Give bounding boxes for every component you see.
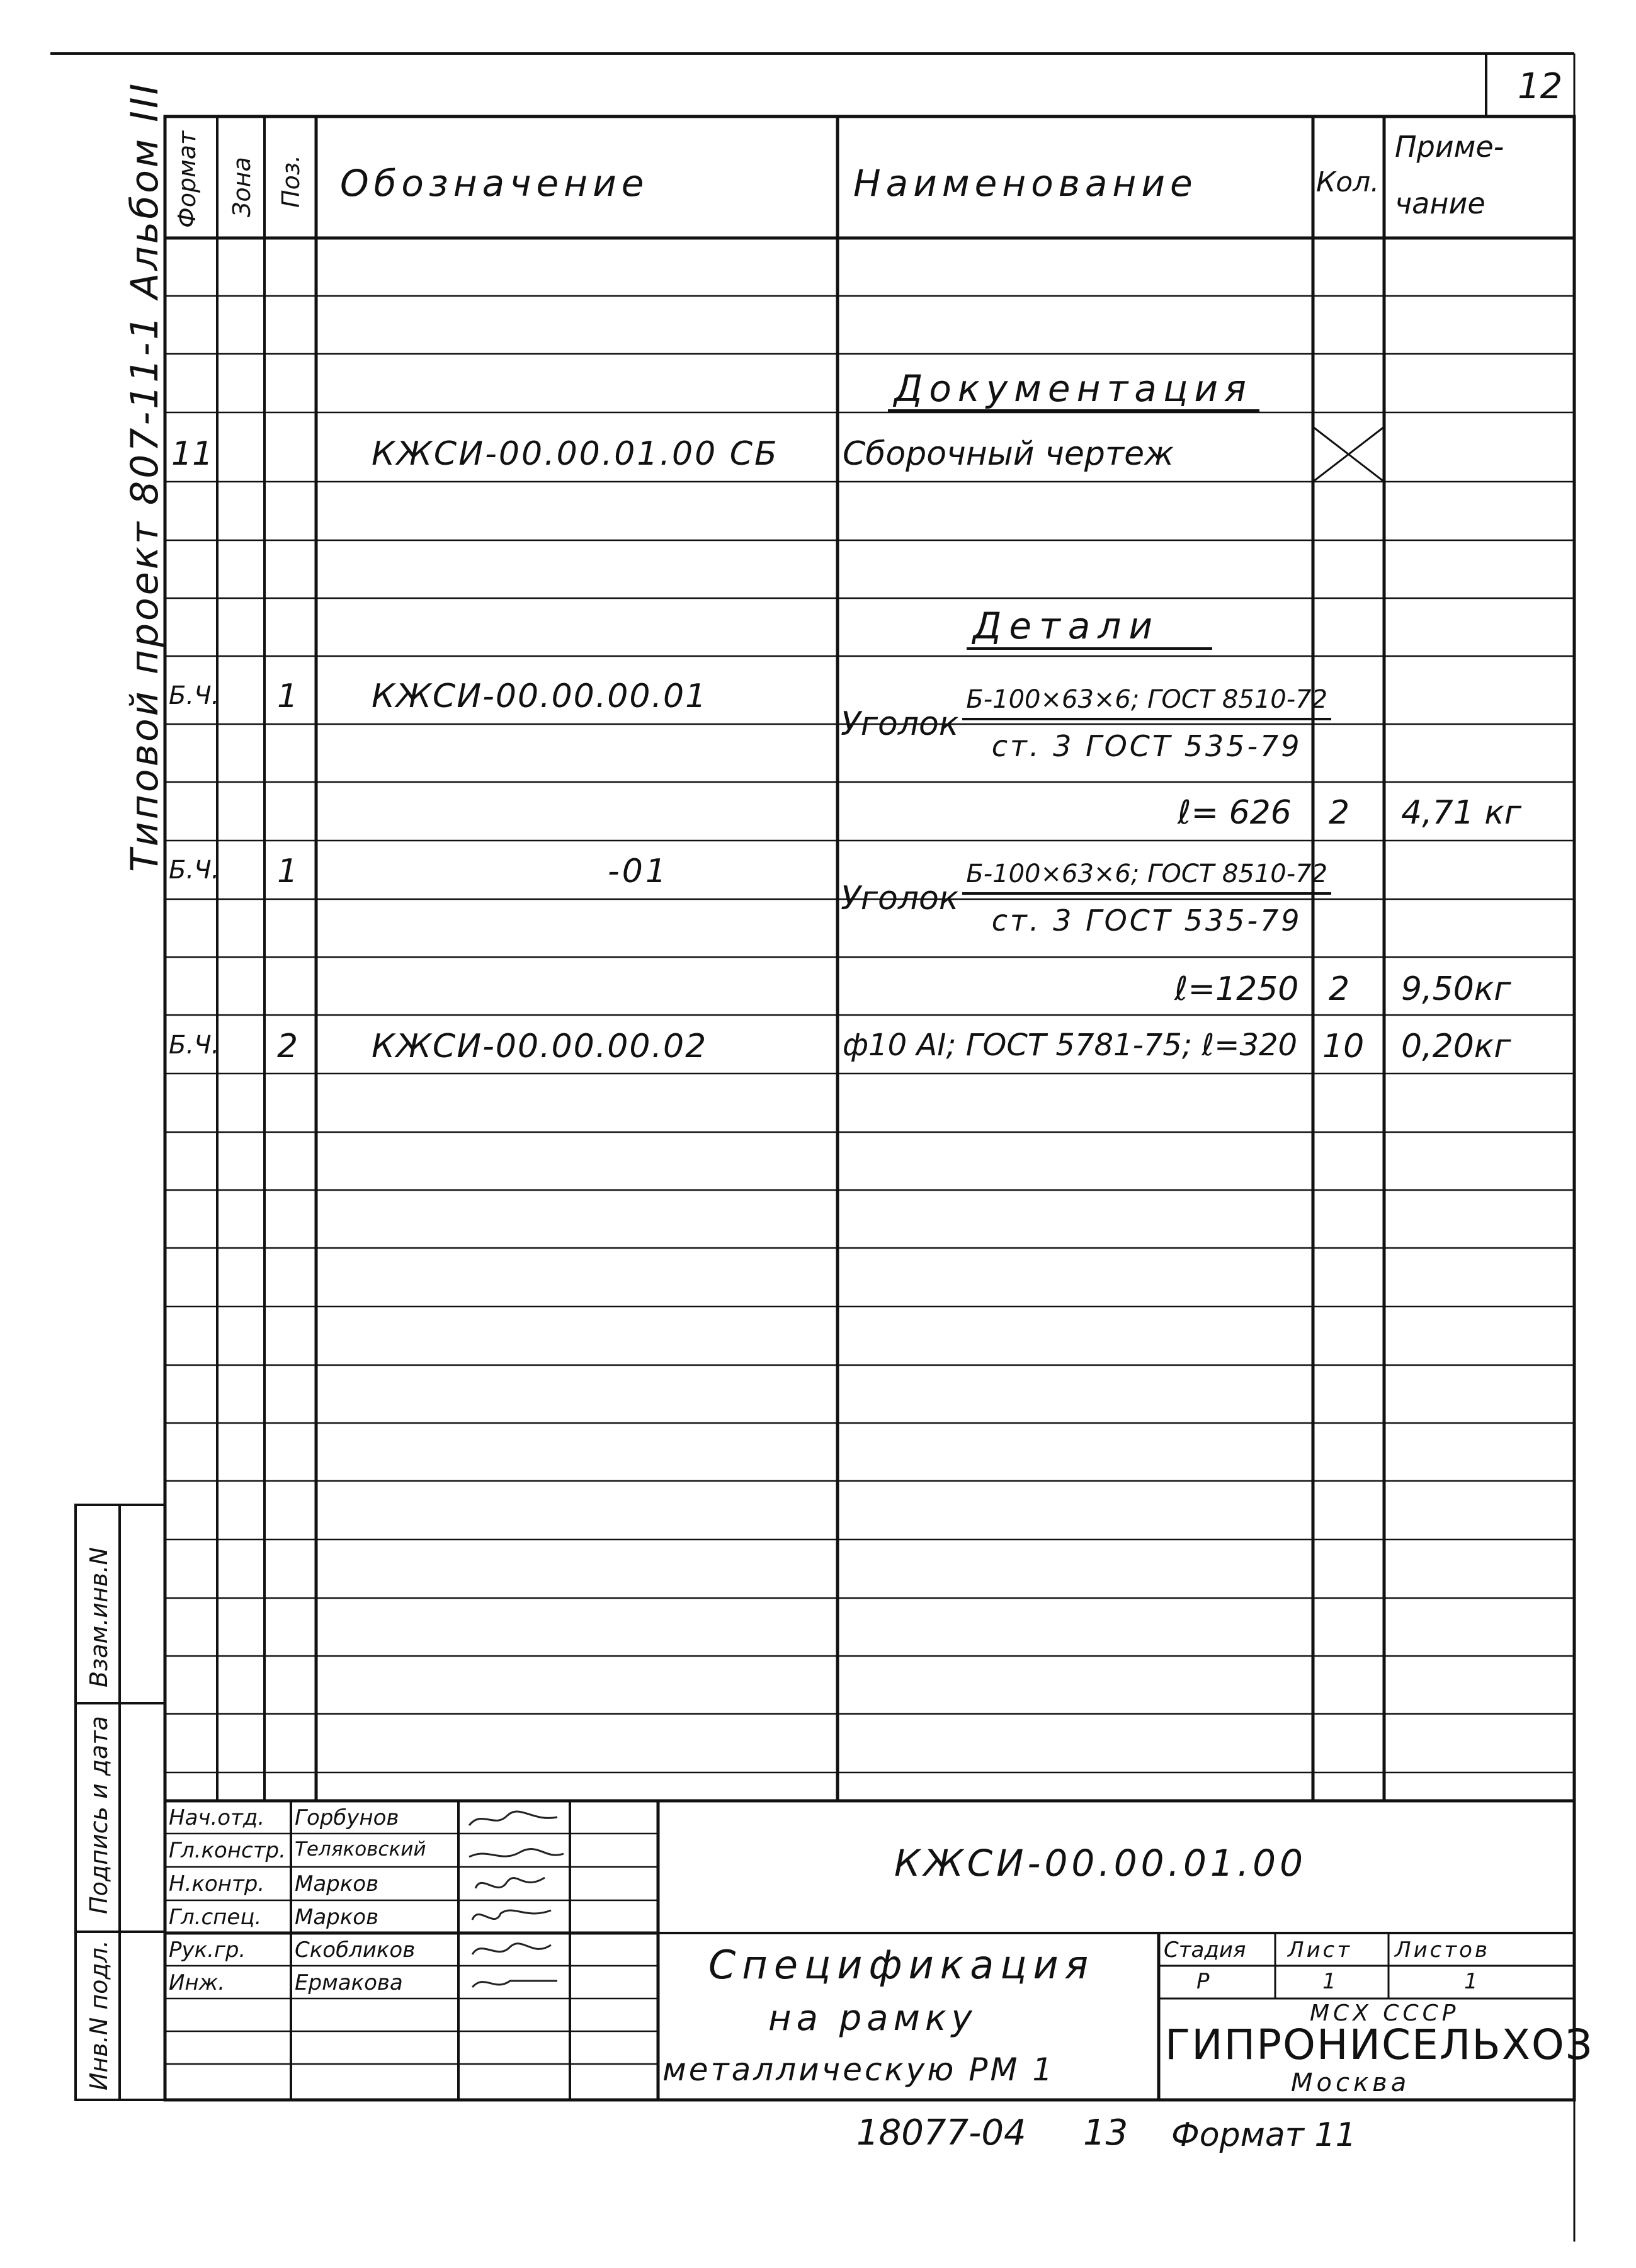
footer-num: 13	[1083, 2112, 1128, 2153]
sheets-value: 1	[1464, 1969, 1478, 1994]
title-line-3: металлическую РМ 1	[662, 2051, 1055, 2088]
title-line-1: Спецификация	[708, 1942, 1095, 1988]
stage-value: Р	[1196, 1969, 1210, 1994]
section-documentation: Документация	[894, 367, 1253, 410]
d2-qty: 2	[1329, 970, 1350, 1008]
d3-note: 0,20кг	[1401, 1028, 1511, 1065]
d1-length: ℓ= 626	[1178, 794, 1292, 832]
name-4: Марков	[295, 1905, 379, 1930]
d1-profile-word: Уголок	[841, 705, 959, 743]
d1-format: Б.Ч.	[169, 681, 220, 710]
title-line-2: на рамку	[768, 1998, 977, 2039]
sheet-label: Лист	[1288, 1937, 1353, 1963]
name-2: Теляковский	[295, 1838, 426, 1861]
strip-inv-orig: Инв.N подл.	[85, 1940, 113, 2090]
header-name: Наименование	[853, 162, 1198, 205]
d2-pos: 1	[277, 853, 298, 890]
header-designation: Обозначение	[340, 162, 649, 205]
d2-profile	[841, 859, 1331, 938]
name-1: Горбунов	[295, 1805, 399, 1830]
doc-format: 11	[171, 435, 213, 473]
d1-profile-num: Б-100×63×6; ГОСТ 8510-72	[962, 685, 1331, 720]
header-zone: Зона	[228, 157, 256, 217]
role-2: Гл.констр.	[169, 1838, 286, 1863]
header-note-2: чание	[1395, 186, 1485, 220]
signature-2	[469, 1849, 564, 1857]
signatures	[463, 1803, 567, 2005]
signature-1	[469, 1812, 557, 1825]
strip-signature-date: Подпись и дата	[85, 1716, 113, 1914]
d2-length: ℓ=1250	[1174, 970, 1299, 1008]
d1-profile-den: ст. 3 ГОСТ 535-79	[991, 729, 1302, 763]
stage-label: Стадия	[1164, 1937, 1246, 1963]
d2-profile-num: Б-100×63×6; ГОСТ 8510-72	[962, 859, 1331, 895]
d2-designation: -01	[608, 853, 669, 890]
d3-designation: КЖСИ-00.00.00.02	[372, 1028, 708, 1065]
header-pos: Поз.	[277, 154, 305, 208]
section-details: Детали	[973, 604, 1161, 647]
doc-name: Сборочный чертеж	[843, 435, 1174, 473]
doc-designation: КЖСИ-00.00.01.00 СБ	[372, 435, 779, 473]
d3-qty: 10	[1322, 1028, 1365, 1065]
footer-format: Формат 11	[1171, 2116, 1356, 2154]
ministry: МСХ СССР	[1310, 2000, 1460, 2026]
d3-pos: 2	[277, 1028, 298, 1065]
signature-3	[475, 1878, 545, 1888]
d1-note: 4,71 кг	[1401, 794, 1522, 832]
d3-format: Б.Ч.	[169, 1031, 220, 1060]
signature-4	[472, 1910, 551, 1920]
d1-profile	[841, 685, 1331, 763]
d1-pos: 1	[277, 678, 298, 715]
header-format: Формат	[173, 130, 201, 228]
d2-format: Б.Ч.	[169, 856, 220, 885]
signature-5	[472, 1944, 551, 1954]
header-qty: Кол.	[1316, 166, 1380, 198]
header-note-1: Приме-	[1395, 130, 1504, 164]
sheet-value: 1	[1322, 1969, 1336, 1994]
d1-qty: 2	[1329, 794, 1350, 832]
sheets-label: Листов	[1395, 1937, 1491, 1963]
strip-replaced-inv: Взам.инв.N	[85, 1547, 113, 1687]
d3-name: ф10 АI; ГОСТ 5781-75; ℓ=320	[843, 1028, 1298, 1063]
role-5: Рук.гр.	[169, 1937, 246, 1963]
role-6: Инж.	[169, 1970, 225, 1995]
name-3: Марков	[295, 1871, 379, 1897]
d2-profile-den: ст. 3 ГОСТ 535-79	[991, 904, 1302, 938]
page-number: 12	[1518, 66, 1563, 107]
name-6: Ермакова	[295, 1970, 403, 1995]
d2-profile-word: Уголок	[841, 880, 959, 917]
role-3: Н.контр.	[169, 1871, 265, 1897]
organization: ГИПРОНИСЕЛЬХОЗ	[1165, 2021, 1594, 2069]
doc-code: КЖСИ-00.00.01.00	[894, 1842, 1307, 1885]
name-5: Скобликов	[295, 1937, 416, 1963]
city: Москва	[1291, 2068, 1411, 2097]
d2-note: 9,50кг	[1401, 970, 1511, 1008]
side-stamp: Типовой проект 807-11-1 Альбом III	[123, 81, 167, 872]
footer-code: 18077-04	[856, 2112, 1026, 2153]
d1-designation: КЖСИ-00.00.00.01	[372, 678, 708, 715]
role-1: Нач.отд.	[169, 1805, 265, 1830]
role-4: Гл.спец.	[169, 1905, 262, 1930]
signature-6	[472, 1981, 557, 1987]
